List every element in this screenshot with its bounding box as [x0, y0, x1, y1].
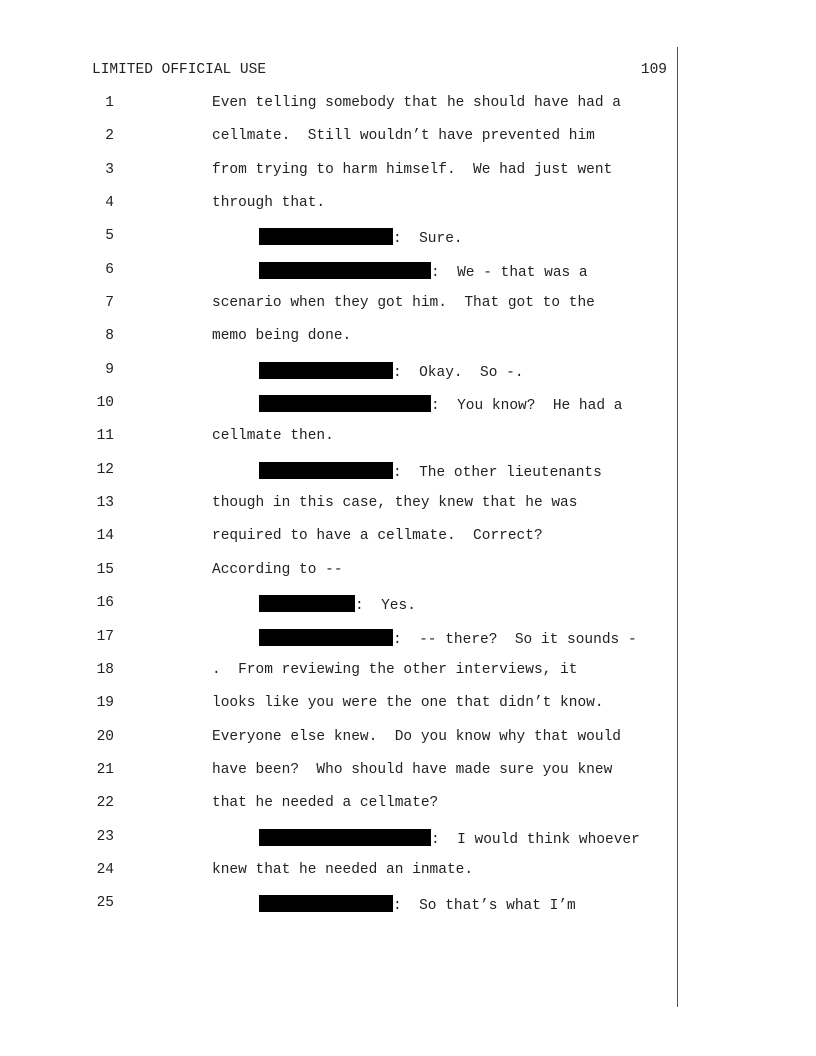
line-text: though in this case, they knew that he was — [212, 495, 578, 512]
speaker-statement: : Sure. — [393, 231, 463, 248]
line-text: knew that he needed an inmate. — [212, 861, 474, 878]
transcript-line — [0, 254, 816, 287]
speaker-line — [259, 595, 416, 614]
transcript-line — [0, 387, 816, 420]
line-number: 24 — [96, 861, 114, 878]
line-text: required to have a cellmate. Correct? — [212, 528, 543, 545]
speaker-line — [259, 228, 463, 247]
transcript-line — [0, 154, 816, 187]
line-number: 20 — [96, 728, 114, 745]
speaker-statement: : So that’s what I’m — [393, 898, 576, 915]
transcript-line — [0, 187, 816, 220]
speaker-line — [259, 395, 622, 414]
speaker-line — [259, 829, 640, 848]
transcript-line — [0, 287, 816, 320]
speaker-statement: : We - that was a — [431, 264, 588, 281]
line-text: scenario when they got him. That got to the — [212, 295, 595, 312]
line-text: cellmate then. — [212, 428, 334, 445]
line-text: looks like you were the one that didn’t know. — [212, 695, 604, 712]
transcript-line — [0, 587, 816, 620]
transcript-lines — [0, 87, 816, 921]
line-number: 10 — [96, 395, 114, 412]
redacted-speaker-name — [259, 395, 431, 412]
transcript-line — [0, 554, 816, 587]
line-number: 7 — [105, 295, 114, 312]
transcript-line — [0, 87, 816, 120]
line-text: cellmate. Still wouldn’t have prevented him — [212, 128, 595, 145]
transcript-line — [0, 687, 816, 720]
line-text: . From reviewing the other interviews, it — [212, 661, 578, 678]
speaker-statement: : Yes. — [355, 598, 416, 615]
line-number: 18 — [96, 661, 114, 678]
redacted-speaker-name — [259, 228, 393, 245]
transcript-line — [0, 854, 816, 887]
transcript-line — [0, 721, 816, 754]
speaker-line — [259, 262, 588, 281]
transcript-line — [0, 320, 816, 353]
page-number: 109 — [640, 62, 667, 78]
transcript-line — [0, 120, 816, 153]
speaker-line — [259, 462, 602, 481]
transcript-line — [0, 754, 816, 787]
transcript-line — [0, 220, 816, 253]
speaker-line — [259, 895, 576, 914]
line-number: 23 — [96, 828, 114, 845]
line-text: have been? Who should have made sure you knew — [212, 761, 613, 778]
transcript-line — [0, 487, 816, 520]
speaker-statement: : You know? He had a — [431, 398, 623, 415]
transcript-line — [0, 420, 816, 453]
transcript-line — [0, 787, 816, 820]
line-number: 3 — [105, 161, 114, 178]
redacted-speaker-name — [259, 362, 393, 379]
line-text: through that. — [212, 195, 326, 212]
line-text: memo being done. — [212, 328, 352, 345]
line-number: 1 — [105, 95, 114, 111]
line-number: 6 — [105, 261, 114, 278]
redacted-speaker-name — [259, 262, 431, 279]
transcript-line — [0, 454, 816, 487]
redacted-speaker-name — [259, 829, 431, 846]
line-number: 21 — [96, 761, 114, 778]
line-number: 8 — [105, 328, 114, 345]
line-number: 16 — [96, 595, 114, 612]
line-number: 22 — [96, 795, 114, 812]
redacted-speaker-name — [259, 895, 393, 912]
speaker-line — [259, 629, 637, 648]
speaker-statement: : The other lieutenants — [393, 464, 602, 481]
line-number: 9 — [105, 361, 114, 378]
transcript-line — [0, 520, 816, 553]
classification-header: LIMITED OFFICIAL USE — [92, 62, 267, 78]
speaker-statement: : Okay. So -. — [393, 364, 524, 381]
line-text: Everyone else knew. Do you know why that would — [212, 728, 621, 745]
line-number: 2 — [105, 128, 114, 145]
transcript-line — [0, 887, 816, 920]
line-text: that he needed a cellmate? — [212, 795, 439, 812]
line-text: Even telling somebody that he should have had a — [212, 95, 621, 111]
line-number: 13 — [96, 495, 114, 512]
speaker-statement: : -- there? So it sounds - — [393, 631, 637, 648]
line-text: from trying to harm himself. We had just went — [212, 161, 613, 178]
transcript-line — [0, 821, 816, 854]
transcript-line — [0, 354, 816, 387]
speaker-line — [259, 362, 524, 381]
line-number: 17 — [96, 628, 114, 645]
redacted-speaker-name — [259, 595, 355, 612]
line-number: 4 — [105, 195, 114, 212]
line-number: 25 — [96, 895, 114, 912]
line-text: According to -- — [212, 561, 343, 578]
line-number: 14 — [96, 528, 114, 545]
line-number: 5 — [105, 228, 114, 245]
line-number: 12 — [96, 461, 114, 478]
redacted-speaker-name — [259, 462, 393, 479]
speaker-statement: : I would think whoever — [431, 831, 640, 848]
redacted-speaker-name — [259, 629, 393, 646]
transcript-line — [0, 621, 816, 654]
line-number: 19 — [96, 695, 114, 712]
transcript-line — [0, 654, 816, 687]
line-number: 11 — [96, 428, 114, 445]
line-number: 15 — [96, 561, 114, 578]
